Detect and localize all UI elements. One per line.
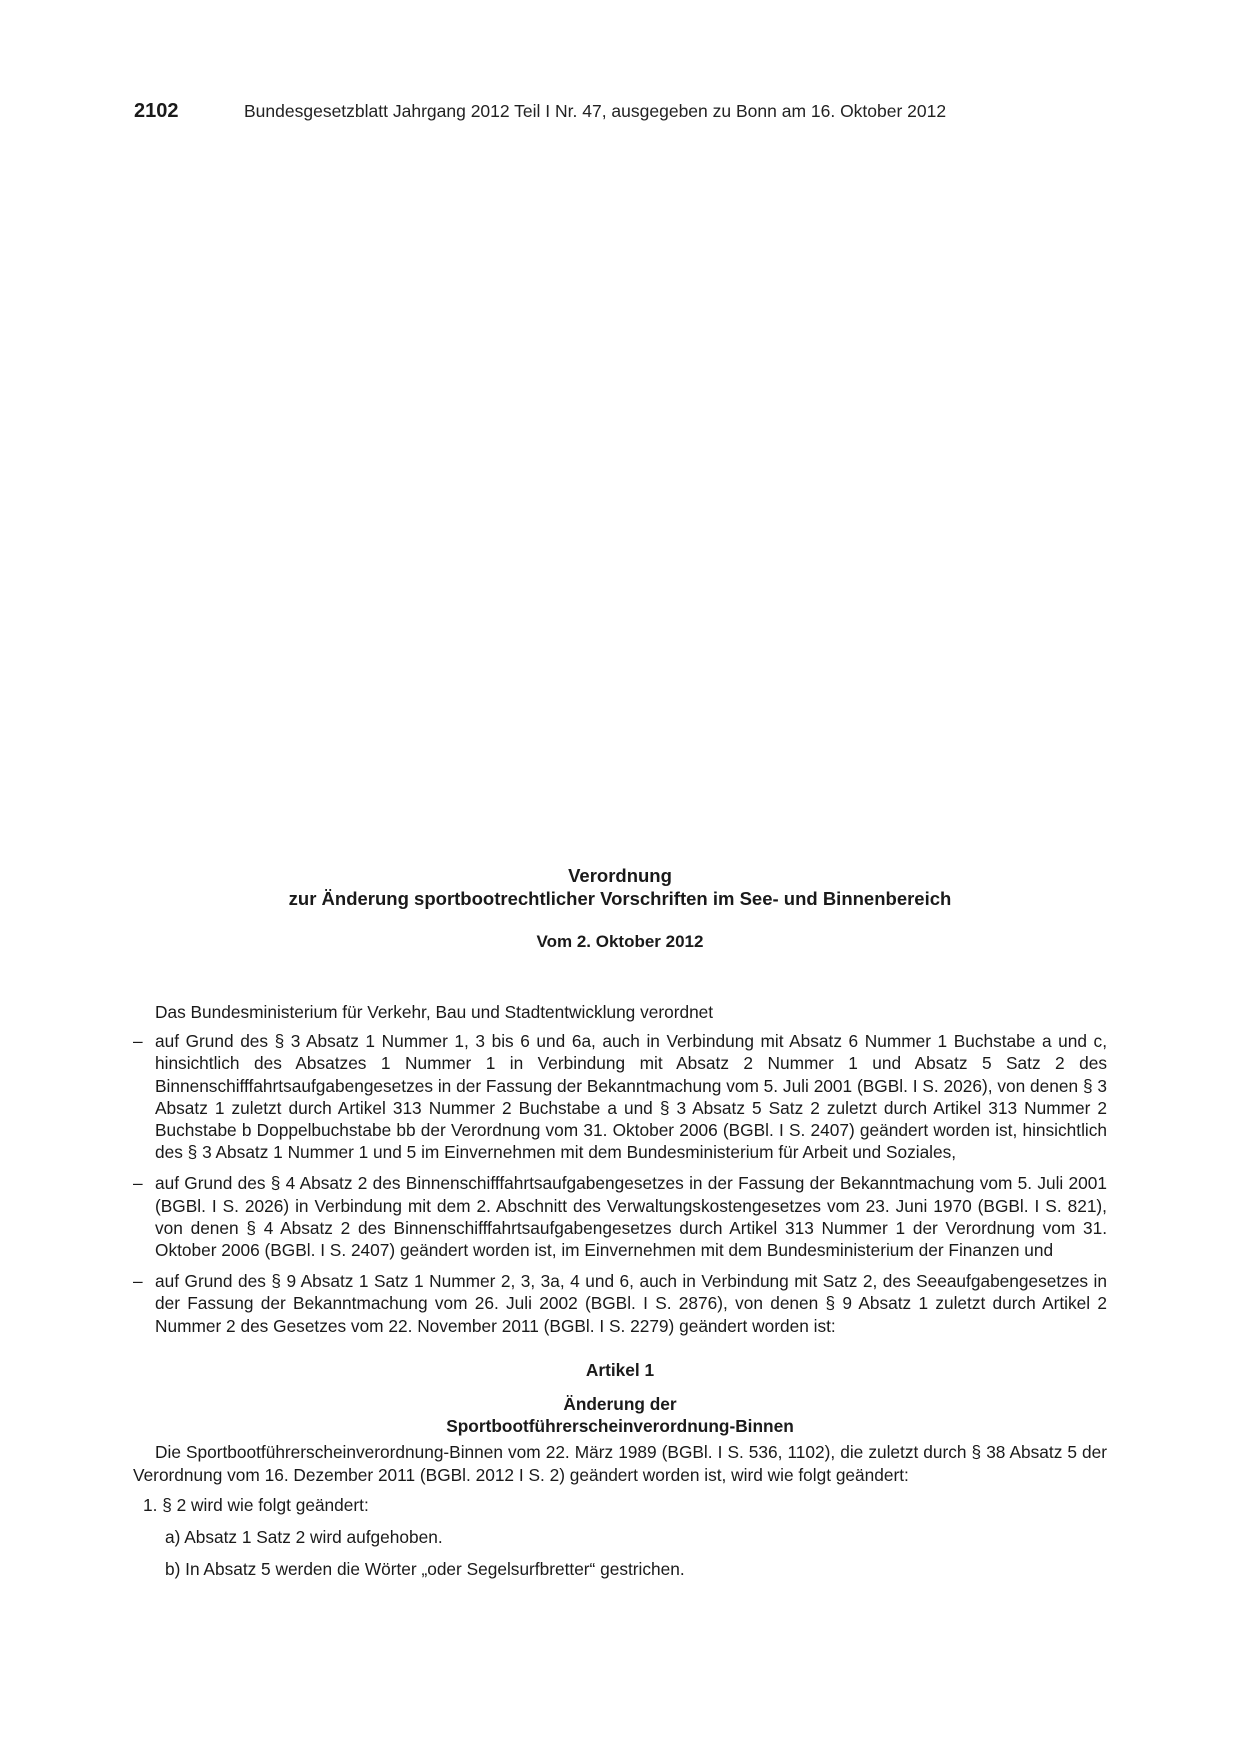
amendment-sub-item-a: a) Absatz 1 Satz 2 wird aufgehoben. bbox=[165, 1527, 443, 1548]
artikel-heading bbox=[133, 1359, 1107, 1438]
artikel-number: Artikel 1 bbox=[585, 1359, 655, 1380]
legal-basis-item-1 bbox=[133, 1030, 1107, 1163]
gazette-header: Bundesgesetzblatt Jahrgang 2012 Teil I Nr. 47, ausgegeben zu Bonn am 16. Oktober 2012 bbox=[244, 101, 947, 121]
document-title: Verordnung bbox=[568, 865, 672, 886]
legal-basis-item-3 bbox=[133, 1270, 1107, 1337]
legal-basis-text: auf Grund des § 4 Absatz 2 des Binnenschifffahrtsaufgabengesetzes in der Fassung der Bekanntmachung vom 5. Juli 2001 (BGBl. I S. 2026) in Verbindung mit dem 2. Abschnitt des Verwaltungskostengesetzes vom 23. Juni 1970 (BGBl. I S. 821), von denen § 4 Absatz 2 des Binnenschifffahrtsaufgabengesetzes durch Artikel 313 Nummer 1 der Verordnung vom 31. Oktober 2006 (BGBl. I S. 2407) geändert worden ist, im Einvernehmen mit dem Bundesministerium der Finanzen und bbox=[155, 1173, 1107, 1261]
document-subtitle: zur Änderung sportbootrechtlicher Vorschriften im See- und Binnenbereich bbox=[288, 888, 952, 909]
artikel-paragraph: Die Sportbootführerscheinverordnung-Binnen vom 22. März 1989 (BGBl. I S. 536, 1102), die zuletzt durch § 38 Absatz 5 der Verordnung vom 16. Dezember 2011 (BGBl. 2012 I S. 2) geändert worden ist, wird wie folgt geändert: bbox=[133, 1442, 1107, 1485]
document-date: Vom 2. Oktober 2012 bbox=[536, 932, 704, 951]
amendment-item-1: 1. § 2 wird wie folgt geändert: bbox=[143, 1494, 369, 1515]
dash-bullet: – bbox=[133, 1271, 143, 1292]
legal-basis-text: auf Grund des § 3 Absatz 1 Nummer 1, 3 bis 6 und 6a, auch in Verbindung mit Absatz 6 Nummer 1 Buchstabe a und c, hinsichtlich des Absatzes 1 Nummer 1 in Verbindung mit Absatz 2 Nummer 1 und Absatz 5 Satz 2 des Binnenschifffahrtsaufgabengesetzes in der Fassung der Bekanntmachung vom 5. Juli 2001 (BGBl. I S. 2026), von denen § 3 Absatz 1 zuletzt durch Artikel 313 Nummer 2 Buchstabe a und § 3 Absatz 5 Satz 2 zuletzt durch Artikel 313 Nummer 2 Buchstabe b Doppelbuchstabe bb der Verordnung vom 31. Oktober 2006 (BGBl. I S. 2407) geändert worden ist, hinsichtlich des § 3 Absatz 1 Nummer 1 und 5 im Einvernehmen mit dem Bundesministerium für Arbeit und Soziales, bbox=[155, 1031, 1107, 1163]
intro-paragraph: Das Bundesministerium für Verkehr, Bau und Stadtentwicklung verordnet bbox=[155, 1002, 714, 1022]
legal-basis-text: auf Grund des § 9 Absatz 1 Satz 1 Nummer 2, 3, 3a, 4 und 6, auch in Verbindung mit Satz 2, des Seeaufgabengesetzes in der Fassung der Bekanntmachung vom 26. Juli 2002 (BGBl. I S. 2876), von denen § 9 Absatz 1 zuletzt durch Artikel 2 Nummer 2 des Gesetzes vom 22. November 2011 (BGBl. I S. 2279) geändert worden ist: bbox=[155, 1271, 1107, 1336]
page-header bbox=[134, 100, 1141, 123]
dash-bullet: – bbox=[133, 1173, 143, 1194]
title-block bbox=[133, 864, 1107, 952]
artikel-title-line-2: Sportbootführerscheinverordnung-Binnen bbox=[446, 1416, 794, 1437]
amendment-sub-item-b: b) In Absatz 5 werden die Wörter „oder Segelsurfbretter“ gestrichen. bbox=[165, 1559, 685, 1580]
legal-basis-item-2 bbox=[133, 1172, 1107, 1261]
artikel-title-line-1: Änderung der bbox=[563, 1394, 677, 1415]
dash-bullet: – bbox=[133, 1031, 143, 1052]
document-body bbox=[133, 1001, 1107, 1590]
page-number: 2102 bbox=[134, 100, 179, 122]
